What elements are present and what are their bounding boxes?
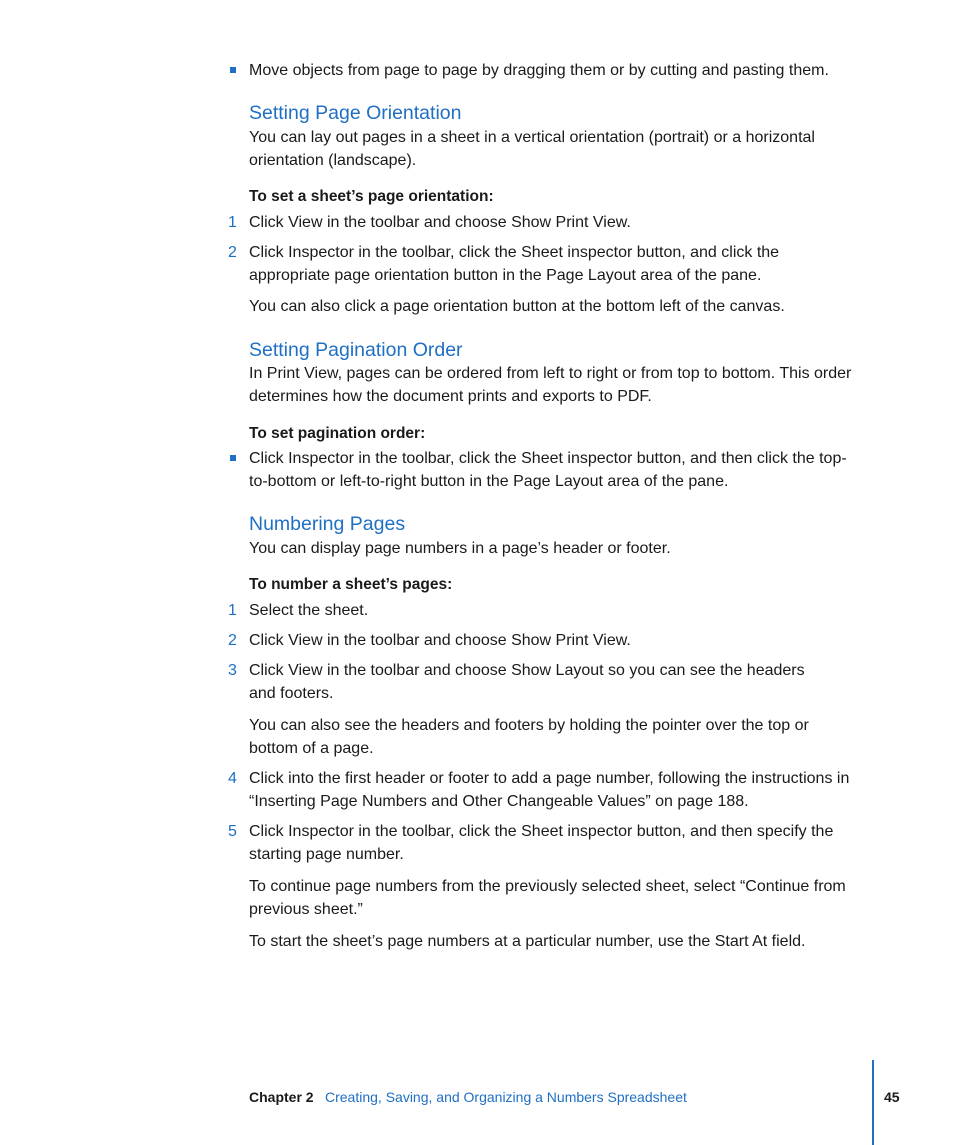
note-text: To start the sheet’s page numbers at a particular number, use the Start At field. [249,933,806,950]
note-text: You can also click a page orientation button at the bottom left of the canvas. [249,298,785,315]
step-text: Click into the first header or footer to add a page number, following the instructions in [249,770,850,787]
bullet-text: Click Inspector in the toolbar, click the Sheet inspector button, and then click the top- [249,450,847,467]
note-text: previous sheet.” [249,901,363,918]
paragraph-line: determines how the document prints and exports to PDF. [249,388,652,405]
step-number: 4 [228,770,237,787]
step-text: Click Inspector in the toolbar, click the Sheet inspector button, and click the [249,244,780,261]
task-heading: To number a sheet’s pages: [249,576,453,593]
task-heading: To set a sheet’s page orientation: [249,188,494,205]
step-number: 1 [228,214,237,231]
step-number: 3 [228,662,237,679]
paragraph-line: orientation (landscape). [249,152,417,169]
step-number: 5 [228,823,237,840]
step-text: Select the sheet. [249,602,369,619]
section-heading-numbering: Numbering Pages [249,513,406,535]
paragraph-line: You can lay out pages in a sheet in a vertical orientation (portrait) or a horizontal [249,129,815,146]
footer-chapter-label: Chapter 2 [249,1089,314,1105]
note-text: You can also see the headers and footers by holding the pointer over the top or [249,717,809,734]
bullet-text: Move objects from page to page by dragging them or by cutting and pasting them. [249,62,829,79]
step-text: Click View in the toolbar and choose Show Print View. [249,632,631,649]
paragraph-line: You can display page numbers in a page’s header or footer. [249,540,671,557]
note-text: bottom of a page. [249,740,374,757]
step-number: 2 [228,244,237,261]
step-text: “Inserting Page Numbers and Other Changeable Values” on page 188. [249,793,749,810]
step-text: and footers. [249,685,334,702]
step-number: 2 [228,632,237,649]
note-text: To continue page numbers from the previously selected sheet, select “Continue from [249,878,846,895]
step-text: Click Inspector in the toolbar, click the Sheet inspector button, and then specify the [249,823,834,840]
page-number: 45 [884,1089,900,1105]
step-text: appropriate page orientation button in the Page Layout area of the pane. [249,267,762,284]
footer-divider [872,1060,874,1145]
paragraph-line: In Print View, pages can be ordered from left to right or from top to bottom. This order [249,365,852,382]
step-text: Click View in the toolbar and choose Show Print View. [249,214,631,231]
task-heading: To set pagination order: [249,425,426,442]
section-heading-orientation: Setting Page Orientation [249,102,462,124]
bullet-text: to-bottom or left-to-right button in the Page Layout area of the pane. [249,473,729,490]
bullet-marker [230,455,236,461]
bullet-marker [230,67,236,73]
section-heading-pagination: Setting Pagination Order [249,339,463,361]
step-text: starting page number. [249,846,404,863]
footer-chapter-title: Creating, Saving, and Organizing a Numbers Spreadsheet [325,1089,687,1105]
step-number: 1 [228,602,237,619]
step-text: Click View in the toolbar and choose Show Layout so you can see the headers [249,662,805,679]
